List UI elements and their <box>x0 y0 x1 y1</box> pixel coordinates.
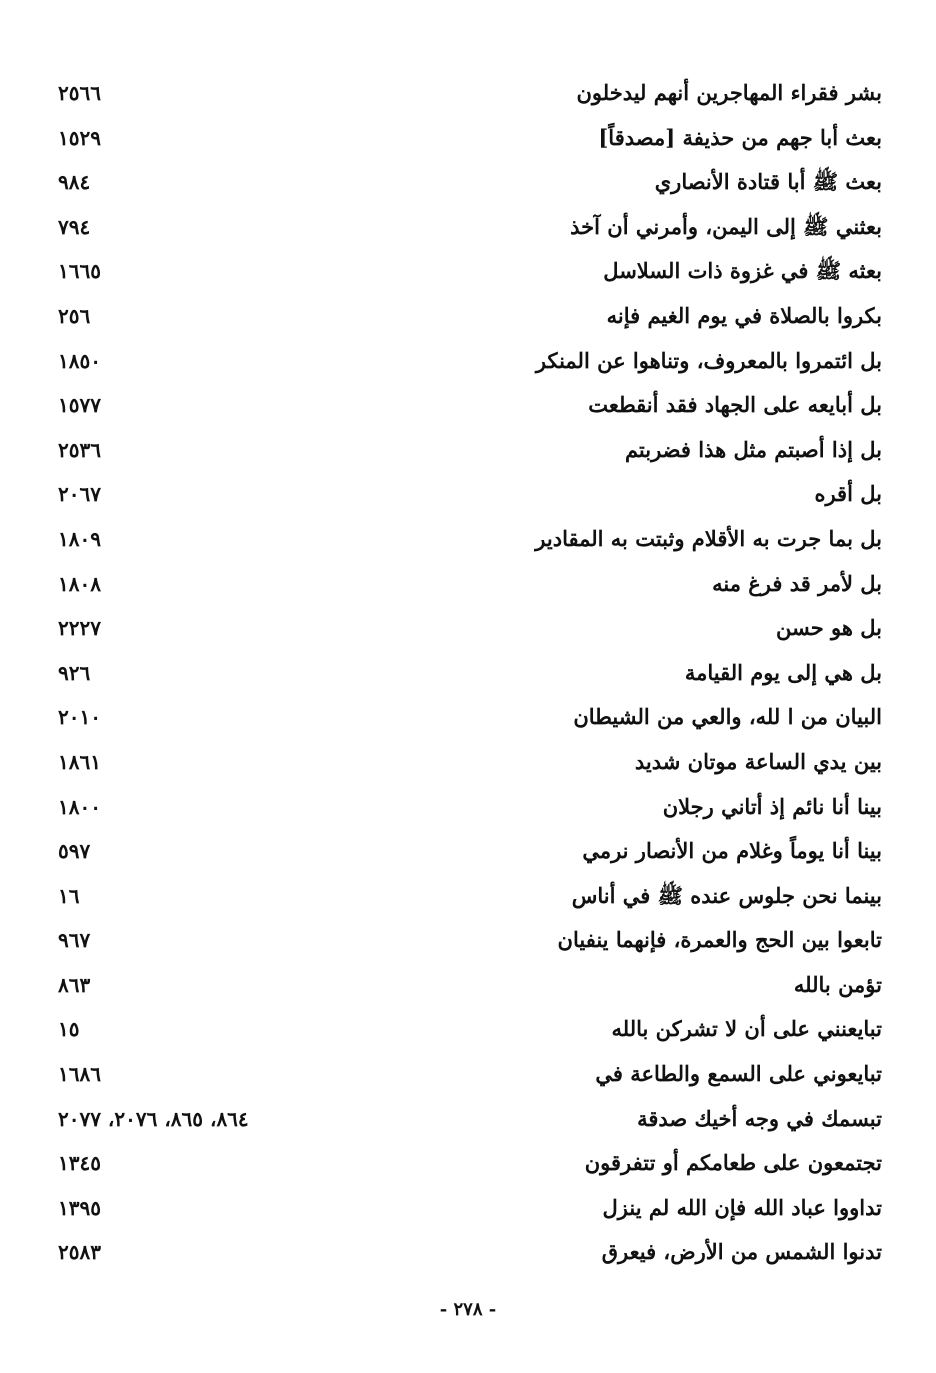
hadith-reference-numbers: ٩٨٤ <box>58 170 91 195</box>
hadith-reference-numbers: ١٣٩٥ <box>58 1195 101 1220</box>
index-entry <box>0 1231 936 1276</box>
hadith-reference-numbers: ١٦ <box>58 883 80 908</box>
index-entry <box>0 919 936 964</box>
hadith-phrase: تداووا عباد الله فإن الله لم ينزل <box>602 1194 882 1220</box>
hadith-phrase: تبسمك في وجه أخيك صدقة <box>637 1105 882 1131</box>
hadith-reference-numbers: ١٥٧٧ <box>58 393 101 418</box>
hadith-phrase: تدنوا الشمس من الأرض، فيعرق <box>601 1239 882 1265</box>
index-entry <box>0 1053 936 1098</box>
hadith-reference-numbers: ١٨٠٨ <box>58 571 101 596</box>
hadith-reference-numbers: ١٨٥٠ <box>58 348 101 373</box>
hadith-phrase: بل أبايعه على الجهاد فقد أنقطعت <box>588 392 882 418</box>
hadith-phrase: تؤمن بالله <box>793 971 882 997</box>
index-entry <box>0 429 936 474</box>
index-entry <box>0 1098 936 1143</box>
hadith-reference-numbers: ٢٢٢٧ <box>58 616 101 641</box>
hadith-phrase: تابعوا بين الحج والعمرة، فإنهما ينفيان <box>557 927 882 953</box>
hadith-reference-numbers: ١٦٦٥ <box>58 259 101 284</box>
index-entry <box>0 473 936 518</box>
hadith-reference-numbers: ٧٩٤ <box>58 214 91 239</box>
hadith-phrase: بل لأمر قد فرغ منه <box>712 570 882 596</box>
hadith-reference-numbers: ٨٦٣ <box>58 972 91 997</box>
index-entry <box>0 72 936 117</box>
hadith-phrase: بعث أبا جهم من حذيفة [مصدقاً] <box>598 124 882 150</box>
hadith-reference-numbers: ٢٥٨٣ <box>58 1240 101 1265</box>
hadith-reference-numbers: ٢٥٦ <box>58 303 91 328</box>
index-entry <box>0 1142 936 1187</box>
index-entry <box>0 607 936 652</box>
hadith-reference-numbers: ١٨٠٠ <box>58 794 101 819</box>
index-entry <box>0 117 936 162</box>
hadith-phrase: البيان من ا لله، والعي من الشيطان <box>573 704 882 730</box>
hadith-phrase: بل هو حسن <box>776 615 882 641</box>
hadith-phrase: بعث ﷺ أبا قتادة الأنصاري <box>654 169 882 195</box>
hadith-phrase: بينا أنا نائم إذ أتاني رجلان <box>662 793 882 819</box>
hadith-phrase: بشر فقراء المهاجرين أنهم ليدخلون <box>576 80 882 105</box>
hadith-phrase: بعثه ﷺ في غزوة ذات السلاسل <box>603 258 882 284</box>
hadith-index-list <box>0 72 936 1276</box>
index-entry <box>0 875 936 920</box>
hadith-phrase: تجتمعون على طعامكم أو تتفرقون <box>584 1150 882 1176</box>
page-number: - ٢٧٨ - <box>439 1299 497 1320</box>
hadith-phrase: بل إذا أصبتم مثل هذا فضربتم <box>624 436 882 462</box>
hadith-reference-numbers: ٢٠٦٧ <box>58 482 101 507</box>
hadith-reference-numbers: ١٣٤٥ <box>58 1151 101 1176</box>
hadith-reference-numbers: ٢٥٣٦ <box>58 437 101 462</box>
hadith-reference-numbers: ٢٠١٠ <box>58 705 101 730</box>
hadith-phrase: تبايعنني على أن لا تشركن بالله <box>611 1016 882 1042</box>
hadith-reference-numbers: ١٨٠٩ <box>58 526 101 551</box>
index-entry <box>0 384 936 429</box>
index-entry <box>0 250 936 295</box>
hadith-phrase: بل هي إلى يوم القيامة <box>684 659 882 685</box>
index-entry <box>0 1187 936 1232</box>
hadith-reference-numbers: ٩٢٦ <box>58 660 91 685</box>
hadith-phrase: بل بما جرت به الأقلام وثبتت به المقادير <box>535 525 882 551</box>
hadith-reference-numbers: ٨٦٤، ٨٦٥، ٢٠٧٦، ٢٠٧٧ <box>58 1106 249 1131</box>
index-entry <box>0 696 936 741</box>
hadith-reference-numbers: ٥٩٧ <box>58 839 91 864</box>
index-entry <box>0 206 936 251</box>
hadith-phrase: بل ائتمروا بالمعروف، وتناهوا عن المنكر <box>535 347 882 373</box>
hadith-phrase: بين يدي الساعة موتان شديد <box>634 748 882 774</box>
hadith-reference-numbers: ٩٦٧ <box>58 928 91 953</box>
hadith-phrase: بينما نحن جلوس عنده ﷺ في أناس <box>571 882 882 908</box>
index-entry <box>0 518 936 563</box>
hadith-phrase: بكروا بالصلاة في يوم الغيم فإنه <box>606 302 882 328</box>
index-entry <box>0 1008 936 1053</box>
index-entry <box>0 741 936 786</box>
index-entry <box>0 161 936 206</box>
index-entry <box>0 964 936 1009</box>
hadith-reference-numbers: ١٨٦١ <box>58 749 101 774</box>
hadith-reference-numbers: ١٦٨٦ <box>58 1062 101 1087</box>
hadith-phrase: بينا أنا يوماً وغلام من الأنصار نرمي <box>582 838 882 864</box>
hadith-reference-numbers: ١٥٢٩ <box>58 125 101 150</box>
index-entry <box>0 786 936 831</box>
hadith-phrase: تبايعوني على السمع والطاعة في <box>595 1061 882 1087</box>
hadith-phrase: بعثني ﷺ إلى اليمن، وأمرني أن آخذ <box>570 213 882 239</box>
index-entry <box>0 830 936 875</box>
index-entry <box>0 563 936 608</box>
hadith-reference-numbers: ٢٥٦٦ <box>58 81 101 105</box>
index-entry <box>0 295 936 340</box>
hadith-reference-numbers: ١٥ <box>58 1017 80 1042</box>
index-entry <box>0 340 936 385</box>
index-entry <box>0 652 936 697</box>
hadith-phrase: بل أقره <box>814 481 882 507</box>
